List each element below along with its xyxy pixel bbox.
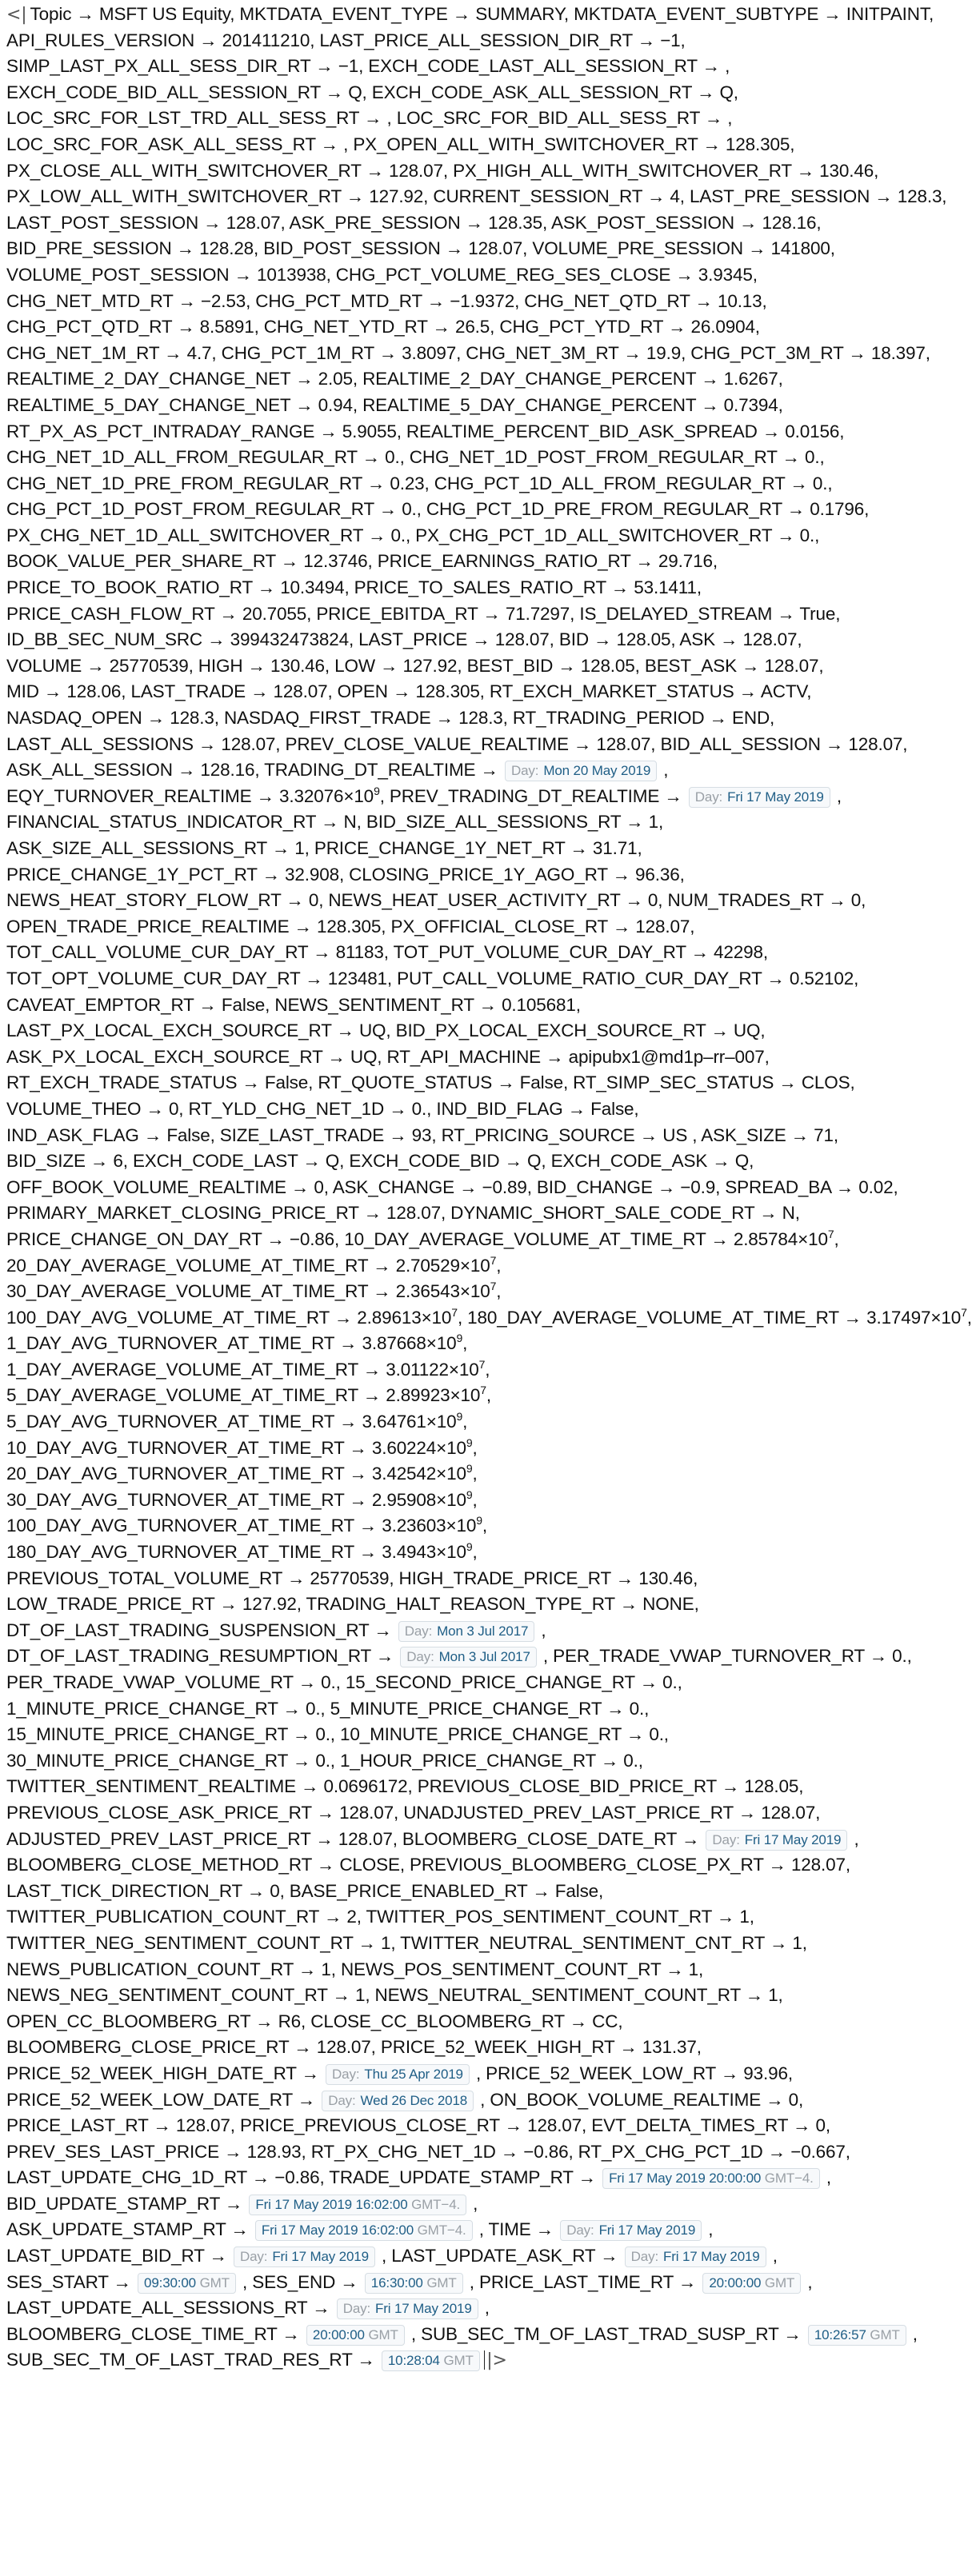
rule-line	[6, 1044, 942, 1071]
association-close-bracket: |>	[486, 2350, 507, 2371]
rule-line	[6, 1618, 942, 1644]
rule-line	[6, 1488, 942, 1514]
rule-line	[6, 1357, 942, 1384]
timezone-label: GMT	[764, 2274, 795, 2290]
rule-text: ,	[907, 2323, 918, 2344]
rule-text: 30_DAY_AVG_TURNOVER_AT_TIME_RT → 2.95908×10	[6, 1489, 466, 1510]
rule-text: VOLUME_POST_SESSION → 1013938, CHG_PCT_VOLUME_REG_SES_CLOSE → 3.9345,	[6, 264, 758, 285]
timezone-label: GMT−4.	[764, 2171, 814, 2187]
rule-line	[6, 2165, 942, 2191]
time-object[interactable]	[365, 2273, 463, 2294]
exponent: 7	[490, 1280, 497, 1293]
rule-text: , TIME →	[474, 2219, 559, 2240]
rule-text: ,	[485, 1359, 490, 1380]
rule-text: , LAST_UPDATE_ASK_RT →	[376, 2246, 623, 2266]
rule-text: PREV_SES_LAST_PRICE → 128.93, RT_PX_CHG_NET_1D → −0.86, RT_PX_CHG_PCT_1D → −0.667,	[6, 2141, 850, 2162]
date-object-value: Mon 20 May 2019	[543, 763, 651, 779]
rule-text: EQY_TURNOVER_REALTIME → 3.32076×10	[6, 785, 374, 806]
rule-line	[6, 289, 942, 315]
rule-line	[6, 210, 942, 237]
rule-line	[6, 2322, 942, 2348]
rule-line	[6, 1827, 942, 1853]
rule-text: 30_MINUTE_PRICE_CHANGE_RT → 0., 1_HOUR_PRICE_CHANGE_RT → 0.,	[6, 1750, 643, 1771]
rule-text: ,	[821, 2167, 831, 2188]
rule-text: 100_DAY_AVG_VOLUME_AT_TIME_RT → 2.89613×10	[6, 1307, 452, 1328]
rule-line	[6, 809, 942, 836]
rule-line	[6, 1148, 942, 1175]
rule-text: NEWS_HEAT_STORY_FLOW_RT → 0, NEWS_HEAT_USER_ACTIVITY_RT → 0, NUM_TRADES_RT → 0,	[6, 890, 866, 911]
exponent: 7	[961, 1305, 967, 1319]
exponent: 7	[827, 1227, 834, 1240]
rule-text: TWITTER_PUBLICATION_COUNT_RT → 2, TWITTER_POS_SENTIMENT_COUNT_RT → 1,	[6, 1907, 754, 1927]
rule-text: BID_PRE_SESSION → 128.28, BID_POST_SESSION → 128.07, VOLUME_PRE_SESSION → 141800,	[6, 238, 835, 259]
rule-text: RT_EXCH_TRADE_STATUS → False, RT_QUOTE_STATUS → False, RT_SIMP_SEC_STATUS → CLOS,	[6, 1072, 855, 1093]
rule-line	[6, 1331, 942, 1357]
rule-text: PRICE_TO_BOOK_RATIO_RT → 10.3494, PRICE_TO_SALES_RATIO_RT → 53.1411,	[6, 577, 702, 598]
rule-line	[6, 575, 942, 601]
rule-text: IND_ASK_FLAG → False, SIZE_LAST_TRADE → 93, RT_PRICING_SOURCE → US , ASK_SIZE → 71,	[6, 1124, 838, 1145]
rule-line	[6, 1123, 942, 1149]
rule-line	[6, 1200, 942, 1227]
rule-line	[6, 836, 942, 862]
rule-text: ,	[472, 1464, 478, 1484]
rule-text: , ON_BOOK_VOLUME_REALTIME → 0,	[475, 2089, 804, 2110]
rule-text: ,	[536, 1619, 546, 1640]
rule-line	[6, 549, 942, 575]
timezone-label: GMT	[426, 2274, 457, 2290]
date-object[interactable]	[337, 2298, 478, 2319]
rule-text: 1_MINUTE_PRICE_CHANGE_RT → 0., 5_MINUTE_PRICE_CHANGE_RT → 0.,	[6, 1698, 650, 1719]
rule-line	[6, 366, 942, 393]
rule-line	[6, 314, 942, 341]
rule-text: OFF_BOOK_VOLUME_REALTIME → 0, ASK_CHANGE → −0.89, BID_CHANGE → −0.9, SPREAD_BA → 0.02,	[6, 1176, 898, 1197]
rule-text: TOT_CALL_VOLUME_CUR_DAY_RT → 81183, TOT_PUT_VOLUME_CUR_DAY_RT → 42298,	[6, 942, 768, 963]
rule-line-first	[6, 2, 942, 28]
rule-line	[6, 732, 942, 758]
rule-text: ,	[658, 760, 669, 781]
rule-text: PRICE_52_WEEK_HIGH_DATE_RT →	[6, 2063, 325, 2083]
rule-line	[6, 2217, 942, 2243]
rule-line	[6, 1383, 942, 1409]
rule-line	[6, 445, 942, 471]
rule-text: 5_DAY_AVG_TURNOVER_AT_TIME_RT → 3.64761×10	[6, 1412, 457, 1432]
rule-text: ,	[472, 1437, 478, 1458]
rule-text: OPEN_CC_BLOOMBERG_RT → R6, CLOSE_CC_BLOOMBERG_RT → CC,	[6, 2011, 623, 2031]
rule-text: ,	[849, 1828, 859, 1849]
rule-text: BID_UPDATE_STAMP_RT →	[6, 2193, 248, 2214]
date-object[interactable]	[560, 2220, 702, 2241]
text-cursor[interactable]	[484, 2350, 486, 2370]
exponent: 9	[466, 1540, 473, 1554]
exponent: 7	[480, 1384, 486, 1397]
rule-text: 180_DAY_AVG_TURNOVER_AT_TIME_RT → 3.4943×10	[6, 1542, 466, 1563]
rule-text: ASK_SIZE_ALL_SESSIONS_RT → 1, PRICE_CHANGE_1Y_NET_RT → 31.71,	[6, 838, 642, 858]
association-open-bracket: <|	[6, 5, 27, 25]
rule-text: CHG_PCT_1D_POST_FROM_REGULAR_RT → 0., CHG_PCT_1D_PRE_FROM_REGULAR_RT → 0.1796,	[6, 499, 870, 520]
rule-line	[6, 1409, 942, 1436]
rule-text: ,	[966, 1307, 972, 1328]
rule-text: ,	[496, 1281, 502, 1302]
date-object-label: Day:	[510, 763, 539, 779]
time-object-value: 10:26:57	[814, 2326, 866, 2342]
rule-text: CHG_NET_1D_ALL_FROM_REGULAR_RT → 0., CHG_NET_1D_POST_FROM_REGULAR_RT → 0.,	[6, 447, 825, 468]
rule-text: VOLUME_THEO → 0, RT_YLD_CHG_NET_1D → 0., IND_BID_FLAG → False,	[6, 1098, 639, 1119]
rule-text: 1_DAY_AVERAGE_VOLUME_AT_TIME_RT → 3.01122×10	[6, 1359, 479, 1380]
rule-text: PER_TRADE_VWAP_VOLUME_RT → 0., 15_SECOND_PRICE_CHANGE_RT → 0.,	[6, 1672, 682, 1692]
rule-text: BID_SIZE → 6, EXCH_CODE_LAST → Q, EXCH_CODE_BID → Q, EXCH_CODE_ASK → Q,	[6, 1151, 754, 1172]
rule-text: ,	[767, 2246, 778, 2266]
exponent: 9	[466, 1488, 473, 1501]
rule-text: PX_LOW_ALL_WITH_SWITCHOVER_RT → 127.92, CURRENT_SESSION_RT → 4, LAST_PRE_SESSION → 128.3,	[6, 186, 947, 207]
rule-text: ASK_UPDATE_STAMP_RT →	[6, 2219, 254, 2240]
rule-line	[6, 471, 942, 497]
rule-line	[6, 940, 942, 966]
datetime-object[interactable]	[249, 2195, 466, 2215]
rule-text: PRICE_CASH_FLOW_RT → 20.7055, PRICE_EBITDA_RT → 71.7297, IS_DELAYED_STREAM → True,	[6, 603, 841, 624]
date-object-label: Day:	[332, 2066, 360, 2082]
rule-text: OPEN_TRADE_PRICE_REALTIME → 128.305, PX_OFFICIAL_CLOSE_RT → 128.07,	[6, 916, 695, 937]
exponent: 9	[374, 784, 380, 797]
rule-text: LAST_UPDATE_ALL_SESSIONS_RT →	[6, 2298, 335, 2318]
date-object[interactable]	[326, 2064, 470, 2085]
rule-line	[6, 523, 942, 549]
rule-text: REALTIME_2_DAY_CHANGE_NET → 2.05, REALTIME_2_DAY_CHANGE_PERCENT → 1.6267,	[6, 369, 783, 389]
rule-line	[6, 54, 942, 80]
rule-text: ,	[802, 2271, 813, 2292]
exponent: 7	[490, 1253, 497, 1267]
rule-text: FINANCIAL_STATUS_INDICATOR_RT → N, BID_SIZE_ALL_SESSIONS_RT → 1,	[6, 812, 664, 833]
rule-text: REALTIME_5_DAY_CHANGE_NET → 0.94, REALTIME_5_DAY_CHANGE_PERCENT → 0.7394,	[6, 394, 783, 415]
rule-text: , SES_END →	[237, 2271, 363, 2292]
date-object[interactable]	[234, 2247, 375, 2267]
rule-text: PX_CHG_NET_1D_ALL_SWITCHOVER_RT → 0., PX_CHG_PCT_1D_ALL_SWITCHOVER_RT → 0.,	[6, 525, 820, 545]
rule-line	[6, 601, 942, 628]
rule-text: ,	[468, 2193, 478, 2214]
rule-text: LAST_TICK_DIRECTION_RT → 0, BASE_PRICE_ENABLED_RT → False,	[6, 1880, 604, 1901]
rule-line	[6, 1566, 942, 1592]
date-object[interactable]	[706, 1830, 847, 1851]
rule-line	[6, 132, 942, 158]
rule-text: ASK_PX_LOCAL_EXCH_SOURCE_RT → UQ, RT_API_MACHINE → apipubx1@md1p–rr–007,	[6, 1046, 770, 1067]
exponent: 7	[478, 1357, 486, 1371]
rule-line	[6, 28, 942, 54]
rule-text: ASK_ALL_SESSION → 128.16, TRADING_DT_REALTIME →	[6, 760, 503, 781]
rule-text: LOC_SRC_FOR_LST_TRD_ALL_SESS_RT → , LOC_SRC_FOR_BID_ALL_SESS_RT → ,	[6, 108, 733, 129]
exponent: 9	[466, 1436, 473, 1449]
rule-line	[6, 1931, 942, 1957]
time-object-value: 16:30:00	[370, 2274, 423, 2290]
rule-line	[6, 862, 942, 889]
datetime-object[interactable]	[255, 2220, 473, 2241]
rule-line	[6, 2009, 942, 2035]
rule-line	[6, 184, 947, 210]
datetime-object-value: Fri 17 May 2019 20:00:00	[609, 2171, 762, 2187]
rule-text: LAST_ALL_SESSIONS → 128.07, PREV_CLOSE_VALUE_REALTIME → 128.07, BID_ALL_SESSION → 128.07,	[6, 733, 908, 754]
rule-line	[6, 914, 942, 941]
rule-text: ,	[831, 785, 842, 806]
rule-line	[6, 679, 942, 705]
date-object-value: Fri 17 May 2019	[375, 2301, 472, 2317]
rule-text: , PREV_TRADING_DT_REALTIME →	[379, 785, 687, 806]
rule-text: BLOOMBERG_CLOSE_METHOD_RT → CLOSE, PREVIOUS_BLOOMBERG_CLOSE_PX_RT → 128.07,	[6, 1855, 850, 1875]
rule-line	[6, 1253, 942, 1280]
rule-line	[6, 1696, 942, 1723]
rule-text: 20_DAY_AVERAGE_VOLUME_AT_TIME_RT → 2.70529×10	[6, 1255, 490, 1276]
rule-line	[6, 1852, 942, 1879]
rule-text: PRIMARY_MARKET_CLOSING_PRICE_RT → 128.07, DYNAMIC_SHORT_SALE_CODE_RT → N,	[6, 1203, 800, 1224]
time-object[interactable]	[808, 2325, 906, 2346]
rule-line	[6, 705, 942, 732]
date-object-value: Wed 26 Dec 2018	[360, 2092, 468, 2108]
rule-line	[6, 1957, 942, 1983]
rule-text: TWITTER_NEG_SENTIMENT_COUNT_RT → 1, TWITTER_NEUTRAL_SENTIMENT_CNT_RT → 1,	[6, 1932, 807, 1953]
timezone-label: GMT	[199, 2274, 230, 2290]
rule-line	[6, 1592, 942, 1618]
rule-text: MID → 128.06, LAST_TRADE → 128.07, OPEN → 128.305, RT_EXCH_MARKET_STATUS → ACTV,	[6, 681, 812, 702]
date-object-label: Day:	[342, 2301, 371, 2317]
rule-text: LAST_UPDATE_BID_RT →	[6, 2246, 232, 2266]
rule-text: LOC_SRC_FOR_ASK_ALL_SESS_RT → , PX_OPEN_ALL_WITH_SWITCHOVER_RT → 128.305,	[6, 134, 795, 154]
date-object-value: Fri 17 May 2019	[272, 2249, 369, 2265]
rule-text: PRICE_CHANGE_1Y_PCT_RT → 32.908, CLOSING_PRICE_1Y_AGO_RT → 96.36,	[6, 864, 685, 885]
rule-text: VOLUME → 25770539, HIGH → 130.46, LOW → 127.92, BEST_BID → 128.05, BEST_ASK → 128.07,	[6, 655, 824, 676]
rule-text: LAST_UPDATE_CHG_1D_RT → −0.86, TRADE_UPDATE_STAMP_RT →	[6, 2167, 602, 2188]
timezone-label: GMT	[368, 2326, 398, 2342]
rule-line-last	[6, 2347, 942, 2374]
rule-text: ID_BB_SEC_NUM_SRC → 399432473824, LAST_PRICE → 128.07, BID → 128.05, ASK → 128.07,	[6, 629, 802, 650]
rule-line	[6, 1800, 942, 1827]
rule-text: CHG_NET_1M_RT → 4.7, CHG_PCT_1M_RT → 3.8097, CHG_NET_3M_RT → 19.9, CHG_PCT_3M_RT → 18.397,	[6, 342, 930, 363]
rule-line	[6, 2113, 942, 2139]
rule-text: PRICE_52_WEEK_LOW_DATE_RT →	[6, 2089, 321, 2110]
rule-text: ,	[472, 1489, 478, 1510]
rule-text: ,	[462, 1333, 468, 1354]
rule-line	[6, 341, 942, 367]
rule-line	[6, 784, 942, 810]
date-object-label: Day:	[694, 789, 723, 805]
timezone-label: GMT−4.	[417, 2223, 466, 2239]
rule-text: BLOOMBERG_CLOSE_PRICE_RT → 128.07, PRICE_52_WEEK_HIGH_RT → 131.37,	[6, 2037, 702, 2058]
rule-line	[6, 1774, 942, 1800]
rule-text: LAST_PX_LOCAL_EXCH_SOURCE_RT → UQ, BID_PX_LOCAL_EXCH_SOURCE_RT → UQ,	[6, 1020, 766, 1041]
rule-text: BLOOMBERG_CLOSE_TIME_RT →	[6, 2323, 305, 2344]
timezone-label: GMT	[443, 2353, 474, 2369]
timezone-label: GMT−4.	[411, 2196, 461, 2212]
rule-line	[6, 1748, 942, 1775]
rule-text: , PER_TRADE_VWAP_TURNOVER_RT → 0.,	[538, 1646, 912, 1667]
rule-line	[6, 1722, 942, 1748]
time-object[interactable]	[382, 2350, 480, 2371]
rule-line	[6, 106, 942, 132]
rule-line	[6, 1643, 942, 1670]
rule-text: ,	[486, 1385, 491, 1406]
rule-text: PRICE_LAST_RT → 128.07, PRICE_PREVIOUS_CLOSE_RT → 128.07, EVT_DELTA_TIMES_RT → 0,	[6, 2115, 830, 2136]
rule-text: BOOK_VALUE_PER_SHARE_RT → 12.3746, PRICE_EARNINGS_RATIO_RT → 29.716,	[6, 551, 718, 572]
exponent: 9	[476, 1514, 482, 1528]
rule-text: 10_DAY_AVG_TURNOVER_AT_TIME_RT → 3.60224×10	[6, 1437, 466, 1458]
rule-text: ,	[482, 1516, 487, 1536]
rule-text: CAVEAT_EMPTOR_RT → False, NEWS_SENTIMENT_RT → 0.105681,	[6, 994, 581, 1015]
rule-line	[6, 2243, 942, 2270]
rule-text: 100_DAY_AVG_TURNOVER_AT_TIME_RT → 3.23603×10	[6, 1516, 477, 1536]
date-object-value: Thu 25 Apr 2019	[364, 2066, 463, 2082]
rule-text: RT_PX_AS_PCT_INTRADAY_RANGE → 5.9055, REALTIME_PERCENT_BID_ASK_SPREAD → 0.0156,	[6, 421, 845, 441]
rule-text: SUB_SEC_TM_OF_LAST_TRAD_RES_RT →	[6, 2350, 380, 2370]
rule-line	[6, 757, 942, 784]
rule-text: Topic → MSFT US Equity, MKTDATA_EVENT_TYPE → SUMMARY, MKTDATA_EVENT_SUBTYPE → INITPAINT,	[30, 4, 934, 24]
rule-text: , SUB_SEC_TM_OF_LAST_TRAD_SUSP_RT →	[406, 2323, 806, 2344]
date-object[interactable]	[322, 2091, 474, 2111]
rule-text: 5_DAY_AVERAGE_VOLUME_AT_TIME_RT → 2.89923×10	[6, 1385, 481, 1406]
rule-text: PX_CLOSE_ALL_WITH_SWITCHOVER_RT → 128.07, PX_HIGH_ALL_WITH_SWITCHOVER_RT → 130.46,	[6, 160, 879, 181]
rule-text: LAST_POST_SESSION → 128.07, ASK_PRE_SESSION → 128.35, ASK_POST_SESSION → 128.16,	[6, 212, 822, 233]
rule-text: ,	[496, 1255, 502, 1276]
rule-text: CHG_NET_1D_PRE_FROM_REGULAR_RT → 0.23, CHG_PCT_1D_ALL_FROM_REGULAR_RT → 0.,	[6, 473, 833, 493]
rule-line	[6, 2087, 942, 2114]
rule-line	[6, 966, 942, 992]
date-object-label: Day:	[404, 1623, 433, 1639]
exponent: 9	[466, 1462, 473, 1476]
date-object-value: Mon 3 Jul 2017	[437, 1623, 529, 1639]
rule-line	[6, 992, 942, 1019]
rule-text: ,	[703, 2219, 714, 2240]
date-object-label: Day:	[328, 2092, 356, 2108]
rule-text: NEWS_PUBLICATION_COUNT_RT → 1, NEWS_POS_SENTIMENT_COUNT_RT → 1,	[6, 1959, 704, 1979]
rule-line	[6, 1670, 942, 1696]
rule-line	[6, 2061, 942, 2087]
date-object-value: Mon 3 Jul 2017	[438, 1649, 530, 1665]
exponent: 7	[451, 1305, 458, 1319]
rule-line	[6, 1175, 942, 1201]
date-object-label: Day:	[566, 2223, 594, 2239]
rule-line	[6, 2191, 942, 2218]
rule-text: , PRICE_LAST_TIME_RT →	[464, 2271, 702, 2292]
rule-line	[6, 1227, 942, 1253]
time-object[interactable]	[306, 2325, 405, 2346]
rule-text: PREVIOUS_CLOSE_ASK_PRICE_RT → 128.07, UNADJUSTED_PREV_LAST_PRICE_RT → 128.07,	[6, 1802, 821, 1823]
rule-line	[6, 1436, 942, 1462]
rule-text: 20_DAY_AVG_TURNOVER_AT_TIME_RT → 3.42542×10	[6, 1464, 466, 1484]
date-object[interactable]	[625, 2247, 766, 2267]
rule-text: 30_DAY_AVERAGE_VOLUME_AT_TIME_RT → 2.36543×10	[6, 1281, 490, 1302]
rule-line	[6, 1305, 972, 1332]
rule-text: NASDAQ_OPEN → 128.3, NASDAQ_FIRST_TRADE → 128.3, RT_TRADING_PERIOD → END,	[6, 708, 775, 729]
rule-text: PRICE_CHANGE_ON_DAY_RT → −0.86, 10_DAY_AVERAGE_VOLUME_AT_TIME_RT → 2.85784×10	[6, 1228, 828, 1249]
rule-text: DT_OF_LAST_TRADING_SUSPENSION_RT →	[6, 1619, 397, 1640]
exponent: 9	[456, 1332, 463, 1345]
rule-text: CHG_NET_MTD_RT → −2.53, CHG_PCT_MTD_RT → −1.9372, CHG_NET_QTD_RT → 10.13,	[6, 290, 767, 311]
date-object-label: Day:	[239, 2249, 268, 2265]
datetime-object[interactable]	[602, 2168, 820, 2189]
rule-line	[6, 419, 942, 445]
rule-text: 1_DAY_AVG_TURNOVER_AT_TIME_RT → 3.87668×10	[6, 1333, 457, 1354]
rule-line	[6, 158, 942, 185]
rule-text: ,	[479, 2298, 490, 2318]
time-object-value: 10:28:04	[387, 2353, 440, 2369]
rule-line	[6, 2270, 942, 2296]
rule-text: DT_OF_LAST_TRADING_RESUMPTION_RT →	[6, 1646, 399, 1667]
rule-text: ,	[472, 1542, 478, 1563]
rule-text: NEWS_NEG_SENTIMENT_COUNT_RT → 1, NEWS_NEUTRAL_SENTIMENT_COUNT_RT → 1,	[6, 1985, 783, 2006]
rule-text: , 180_DAY_AVERAGE_VOLUME_AT_TIME_RT → 3.17497×10	[457, 1307, 962, 1328]
rule-text: CHG_PCT_QTD_RT → 8.5891, CHG_NET_YTD_RT → 26.5, CHG_PCT_YTD_RT → 26.0904,	[6, 317, 760, 337]
date-object-value: Fri 17 May 2019	[598, 2223, 696, 2239]
time-object[interactable]	[138, 2273, 236, 2294]
rule-line	[6, 627, 942, 653]
rule-text: ,	[462, 1412, 468, 1432]
rule-text: PREVIOUS_TOTAL_VOLUME_RT → 25770539, HIGH_TRADE_PRICE_RT → 130.46,	[6, 1568, 698, 1588]
date-object-label: Day:	[630, 2249, 659, 2265]
date-object[interactable]	[505, 761, 657, 781]
time-object-value: 20:00:00	[709, 2274, 762, 2290]
time-object-value: 20:00:00	[312, 2326, 365, 2342]
date-object-value: Fri 17 May 2019	[744, 1831, 842, 1847]
rule-text: ADJUSTED_PREV_LAST_PRICE_RT → 128.07, BLOOMBERG_CLOSE_DATE_RT →	[6, 1828, 705, 1849]
rule-text: SES_START →	[6, 2271, 137, 2292]
rule-text: API_RULES_VERSION → 201411210, LAST_PRICE_ALL_SESSION_DIR_RT → −1,	[6, 30, 686, 50]
time-object[interactable]	[702, 2273, 801, 2294]
rule-line	[6, 2295, 942, 2322]
rule-line	[6, 497, 942, 523]
rule-text: SIMP_LAST_PX_ALL_SESS_DIR_RT → −1, EXCH_CODE_LAST_ALL_SESSION_RT → ,	[6, 56, 730, 77]
rule-line	[6, 393, 942, 419]
rule-line	[6, 262, 942, 289]
rule-text: TWITTER_SENTIMENT_REALTIME → 0.0696172, PREVIOUS_CLOSE_BID_PRICE_RT → 128.05,	[6, 1776, 804, 1797]
rule-line	[6, 1018, 942, 1044]
date-object[interactable]	[689, 787, 830, 808]
rule-line	[6, 1279, 942, 1305]
rule-text: , PRICE_52_WEEK_LOW_RT → 93.96,	[470, 2063, 793, 2083]
date-object[interactable]	[398, 1621, 535, 1642]
date-object-value: Fri 17 May 2019	[727, 789, 824, 805]
rule-line	[6, 1461, 942, 1488]
date-object-label: Day:	[712, 1831, 740, 1847]
rule-line	[6, 2035, 942, 2061]
rule-line	[6, 236, 942, 262]
rule-line	[6, 1513, 942, 1540]
rule-text: TOT_OPT_VOLUME_CUR_DAY_RT → 123481, PUT_CALL_VOLUME_RATIO_CUR_DAY_RT → 0.52102,	[6, 968, 859, 988]
rule-line	[6, 1879, 942, 1905]
rule-line	[6, 1540, 942, 1566]
rule-text: EXCH_CODE_BID_ALL_SESSION_RT → Q, EXCH_CODE_ASK_ALL_SESSION_RT → Q,	[6, 82, 738, 102]
date-object[interactable]	[400, 1647, 537, 1667]
rule-line	[6, 888, 942, 914]
exponent: 9	[456, 1410, 463, 1424]
rule-line	[6, 1070, 942, 1096]
rule-text: LOW_TRADE_PRICE_RT → 127.92, TRADING_HALT_REASON_TYPE_RT → NONE,	[6, 1594, 699, 1615]
rule-text: ,	[834, 1228, 839, 1249]
rule-line	[6, 653, 942, 680]
rule-text: 15_MINUTE_PRICE_CHANGE_RT → 0., 10_MINUTE_PRICE_CHANGE_RT → 0.,	[6, 1724, 669, 1745]
datetime-object-value: Fri 17 May 2019 16:02:00	[255, 2196, 408, 2212]
time-object-value: 09:30:00	[144, 2274, 196, 2290]
datetime-object-value: Fri 17 May 2019 16:02:00	[261, 2223, 414, 2239]
rule-line	[6, 1983, 942, 2009]
rule-line	[6, 1096, 942, 1123]
rule-line	[6, 1904, 942, 1931]
date-object-value: Fri 17 May 2019	[663, 2249, 760, 2265]
date-object-label: Day:	[406, 1649, 434, 1665]
timezone-label: GMT	[870, 2326, 900, 2342]
rule-line	[6, 2139, 942, 2166]
rule-line	[6, 80, 942, 106]
